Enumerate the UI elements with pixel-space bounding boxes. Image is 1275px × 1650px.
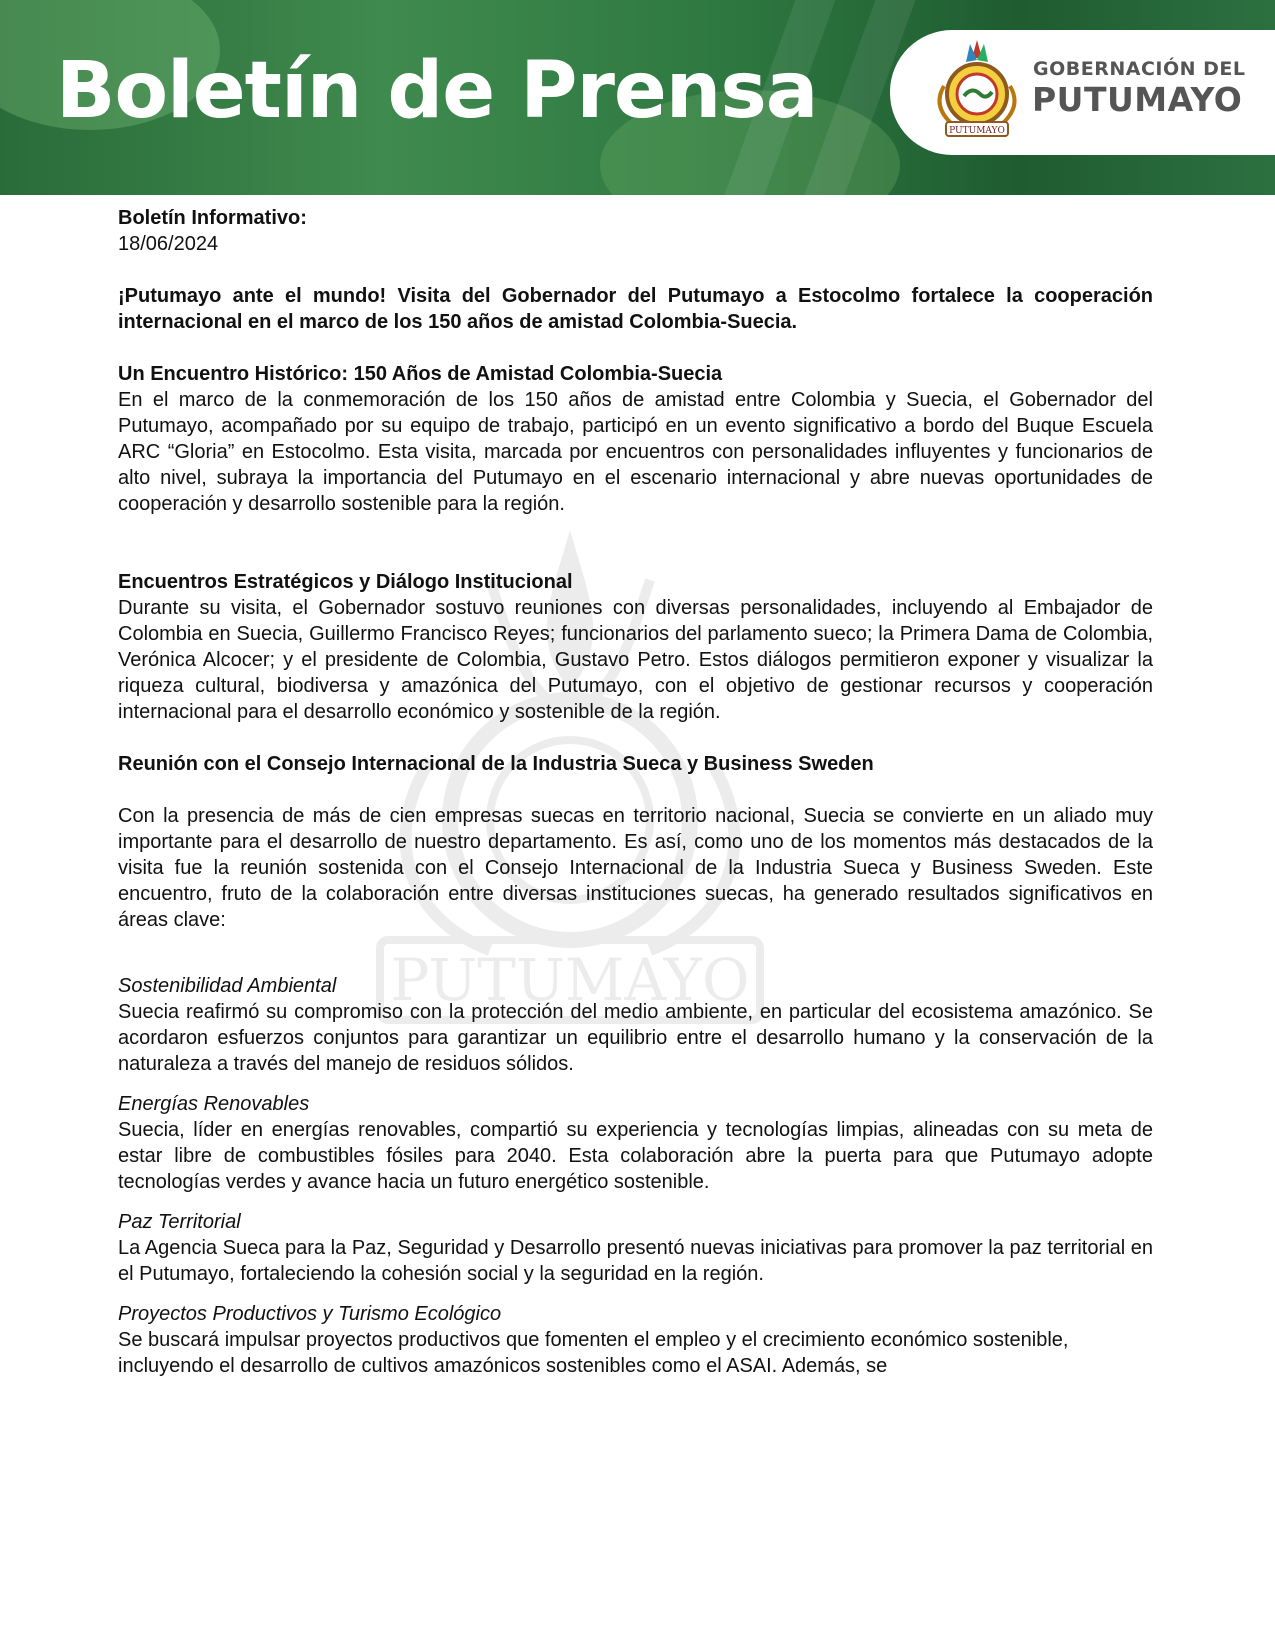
section-heading: Encuentros Estratégicos y Diálogo Institucional [118, 571, 573, 593]
area-title: Paz Territorial [118, 1211, 241, 1233]
bulletin-date: 18/06/2024 [118, 233, 219, 255]
section-heading: Reunión con el Consejo Internacional de la Industria Sueca y Business Sweden [118, 753, 874, 775]
governorate-logo [890, 30, 1275, 155]
area-body: La Agencia Sueca para la Paz, Seguridad y Desarrollo presentó nuevas iniciativas para promover la paz territorial en el Putumayo, fortaleciendo la cohesión social y la seguridad en la región. [118, 1237, 1153, 1285]
bulletin-label: Boletín Informativo: [118, 207, 307, 229]
area-body: Se buscará impulsar proyectos productivos que fomenten el empleo y el crecimiento económico sostenible, incluyendo el desarrollo de cultivos amazónicos sostenibles como el ASAI. Además, se [118, 1329, 1069, 1377]
area-title: Energías Renovables [118, 1093, 310, 1115]
headline: ¡Putumayo ante el mundo! Visita del Gobernador del Putumayo a Estocolmo fortalece la cooperación internacional en el marco de los 150 años de amistad Colombia-Suecia. [118, 285, 1153, 333]
article [118, 205, 1153, 1379]
header-banner [0, 0, 1275, 195]
area-title: Sostenibilidad Ambiental [118, 975, 337, 997]
svg-text:PUTUMAYO: PUTUMAYO [949, 126, 1005, 136]
svg-text:PUTUMAYO: PUTUMAYO [390, 946, 750, 1014]
section-heading: Un Encuentro Histórico: 150 Años de Amistad Colombia-Suecia [118, 363, 723, 385]
logo-text-line1: GOBERNACIÓN DEL [1033, 58, 1246, 80]
crest-icon [922, 36, 1032, 148]
section-body: Con la presencia de más de cien empresas suecas en territorio nacional, Suecia se convierte en un aliado muy importante para el desarrollo de nuestro departamento. Es así, como uno de los momentos más destacados de la visita fue la reunión sostenida con el Consejo Internacional de la Industria Sueca y Business Sweden. Este encuentro, fruto de la colaboración entre diversas instituciones suecas, ha generado resultados significativos en áreas clave: [118, 805, 1153, 931]
area-title: Proyectos Productivos y Turismo Ecológico [118, 1303, 502, 1325]
area-body: Suecia, líder en energías renovables, compartió su experiencia y tecnologías limpias, alineadas con su meta de estar libre de combustibles fósiles para 2040. Esta colaboración abre la puerta para que Putumayo adopte tecnologías verdes y avance hacia un futuro energético sostenible. [118, 1119, 1153, 1193]
logo-text-line2: PUTUMAYO [1032, 80, 1243, 119]
banner-title: Boletín de Prensa [56, 46, 818, 136]
section-body: Durante su visita, el Gobernador sostuvo reuniones con diversas personalidades, incluyendo al Embajador de Colombia en Suecia, Guillermo Francisco Reyes; funcionarios del parlamento sueco; la Primera Dama de Colombia, Verónica Alcocer; y el presidente de Colombia, Gustavo Petro. Estos diálogos permitieron exponer y visualizar la riqueza cultural, biodiversa y amazónica del Putumayo, con el objetivo de gestionar recursos y cooperación internacional para el desarrollo económico y sostenible de la región. [118, 597, 1153, 723]
section-body: En el marco de la conmemoración de los 150 años de amistad entre Colombia y Suecia, el Gobernador del Putumayo, acompañado por su equipo de trabajo, participó en un evento significativo a bordo del Buque Escuela ARC “Gloria” en Estocolmo. Esta visita, marcada por encuentros con personalidades influyentes y funcionarios de alto nivel, subraya la importancia del Putumayo en el escenario internacional y abre nuevas oportunidades de cooperación y desarrollo sostenible para la región. [118, 389, 1153, 515]
area-body: Suecia reafirmó su compromiso con la protección del medio ambiente, en particular del ecosistema amazónico. Se acordaron esfuerzos conjuntos para garantizar un equilibrio entre el desarrollo humano y la conservación de la naturaleza a través del manejo de residuos sólidos. [118, 1001, 1153, 1075]
